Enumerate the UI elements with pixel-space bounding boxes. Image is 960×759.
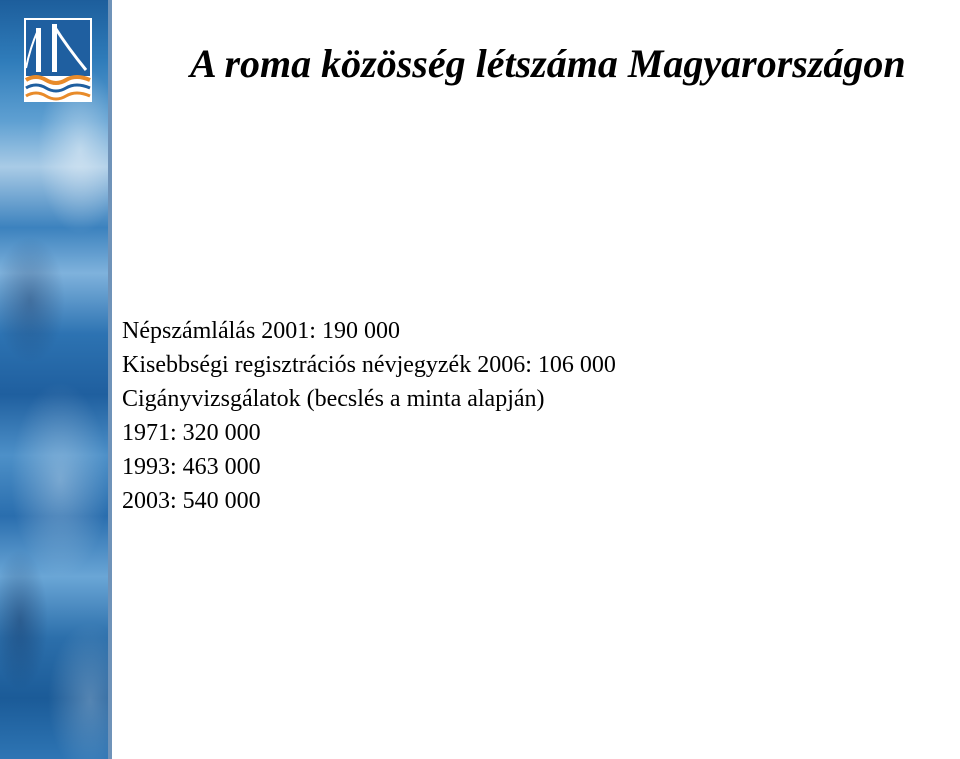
survey-2003-line: 2003: 540 000	[122, 488, 261, 514]
decorative-side-strip	[0, 0, 112, 759]
bridge-logo-icon	[24, 18, 92, 102]
survey-1993-line: 1993: 463 000	[122, 454, 261, 480]
census-2001-line: Népszámlálás 2001: 190 000	[122, 318, 400, 344]
content-list	[122, 314, 616, 518]
surveys-heading-line: Cigányvizsgálatok (becslés a minta alapján)	[122, 386, 545, 412]
registry-2006-line: Kisebbségi regisztrációs névjegyzék 2006: 106 000	[122, 352, 616, 378]
survey-1971-line: 1971: 320 000	[122, 420, 261, 446]
slide-title: A roma közösség létszáma Magyarországon	[190, 41, 906, 86]
